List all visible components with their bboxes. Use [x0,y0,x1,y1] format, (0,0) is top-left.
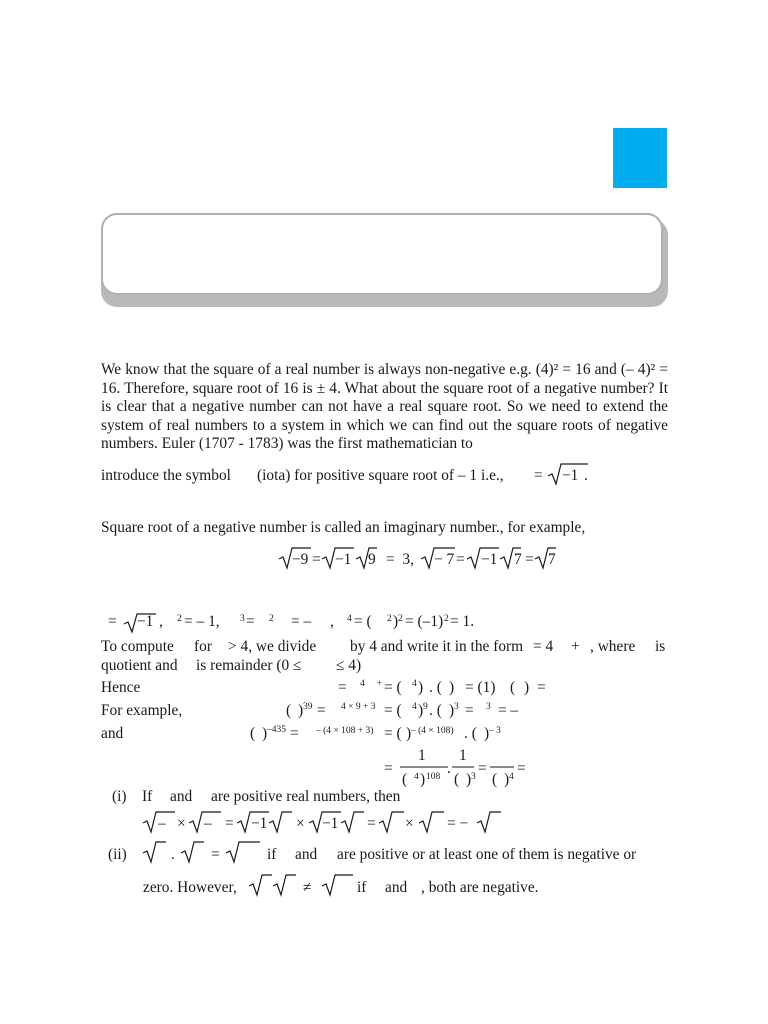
powers-close: ) [393,613,399,630]
powers-neg1-paren: = (–1) [405,613,444,630]
example-e3-sup: 4 × 9 + 3 [341,702,376,712]
note-ii-line2-c: and [385,879,408,896]
iota-eq: = [534,467,543,484]
and-e7: ) [484,725,490,742]
and-e6: . ( [464,725,477,742]
and-e5-sup: – (4 × 108) [411,726,454,736]
hence-e9: = [537,679,546,696]
and-e2-sup: –435 [267,725,286,735]
compute-b: for [194,638,212,655]
example-e3: = [317,702,326,719]
powers-neg-i: = – [291,613,312,630]
note-i-eq2: = [367,815,376,832]
hence-e6: = (1) [465,679,496,696]
powers-sup-2e: 2 [444,614,449,624]
example-e2: ) [298,702,304,719]
note-i-b: and [170,788,193,805]
chapter-title-box [101,213,663,295]
frac-den3b: ) [504,771,510,788]
hence-label: Hence [101,679,141,696]
powers-result: = 1. [450,613,475,630]
note-i-label: (i) [112,788,127,805]
note-ii-line2-d: , both are negative. [421,879,539,896]
and-e1: ( [250,725,256,742]
hence-e1: = [338,679,347,696]
example-e7-sup: 3 [454,702,459,712]
note-i-c: are positive real numbers, then [211,788,401,805]
ex-neg1-a: −1 [335,551,352,568]
iota-prefix: introduce the symbol [101,467,231,484]
frac-den3a: ( [492,771,498,788]
example-e1: ( [286,702,292,719]
iota-period: . [584,467,588,484]
and-e2: ) [262,725,268,742]
frac-eq3: = [517,760,526,777]
compute-e: = 4 [533,638,554,655]
powers-comma2: , [330,613,334,630]
powers-sup-2d: 2 [398,614,403,624]
frac-den2c: 3 [471,772,476,782]
ex-eq1: = [312,551,321,568]
ex-nine: 9 [368,551,376,568]
note-ii-b: and [295,846,318,863]
example-e4-sup: 4 [412,702,417,712]
powers-eq-i3: = [246,613,255,630]
and-e7-sup: – 3 [489,726,501,736]
hence-e3: ) [418,679,424,696]
compute-h: is [655,638,666,655]
and-e5: ) [406,725,412,742]
and-e3-sup: – (4 × 108 + 3) [316,726,374,736]
compute-l2a: quotient and [101,657,178,674]
note-ii-a: if [267,846,277,863]
hence-e1-sup: 4 + [360,679,382,689]
example-e9: = – [498,702,519,719]
iota-neg1: −1 [562,467,579,484]
ex-neg9: −9 [292,551,309,568]
frac-den1b: 4 [414,772,419,782]
powers-eq: = [108,613,117,630]
powers-eq-open: = ( [354,613,372,630]
frac-den2b: ) [466,771,472,788]
example-e6: . ( [429,702,442,719]
powers-sup-2: 2 [177,614,182,624]
note-i-a: If [142,788,153,805]
note-ii-dot: . [171,846,175,863]
example-label: For example, [101,702,183,719]
note-ii-neq: ≠ [303,879,312,896]
note-i-r2: – [204,815,212,832]
hence-e5: ) [449,679,455,696]
ex-seven-a: 7 [514,551,522,568]
note-ii-line2-b: if [357,879,367,896]
hence-e4: . ( [429,679,442,696]
frac-dot: . [447,760,451,777]
frac-den1a: ( [402,771,408,788]
compute-c: > 4, we divide [228,638,317,655]
compute-l2b: is remainder (0 ≤ [196,657,302,674]
ex-eq2: = 3, [386,551,414,568]
example-e5-sup: 9 [423,702,428,712]
powers-comma1: , [159,613,163,630]
hence-e2-sup: 4 [412,679,417,689]
note-i-r3: −1 [251,815,268,832]
ex-neg1-b: −1 [481,551,498,568]
note-i-r1: – [158,815,166,832]
ex-seven-b: 7 [548,551,556,568]
frac-den1d: 108 [426,772,441,782]
powers-sup-4: 4 [347,614,352,624]
note-ii-label: (ii) [108,846,127,863]
and-label: and [101,725,124,742]
ex-neg7: − 7 [434,551,455,568]
compute-f: + [571,638,580,655]
frac-num1: 1 [418,747,426,764]
powers-sup-3: 3 [240,614,245,624]
note-i-eq1: = [225,815,234,832]
note-i-times2: × [296,815,305,832]
powers-sup-2b: 2 [269,614,274,624]
frac-num2: 1 [459,747,467,764]
example-e5: ) [418,702,424,719]
example-e8-sup: 3 [486,702,491,712]
frac-eq2: = [478,760,487,777]
iota-mid: (iota) for positive square root of – 1 i.e., [257,467,504,484]
compute-g: , where [590,638,636,655]
frac-den3c: 4 [509,772,514,782]
compute-d: by 4 and write it in the form [350,638,524,655]
note-i-eq3: = − [447,815,469,832]
imaginary-definition: Square root of a negative number is called an imaginary number., for example, [101,519,586,536]
note-ii-c: are positive or at least one of them is negative or [337,846,637,863]
compute-a: To compute [101,638,174,655]
and-e3: = [290,725,299,742]
hence-e2: = ( [384,679,402,696]
hence-e7: ( [510,679,516,696]
frac-den1c: ) [420,771,426,788]
intro-paragraph: We know that the square of a real number is always non-negative e.g. (4)² = 16 and (– 4)² = 16. Therefore, square root of 16 is ± 4. What about the square root of a negative number? It is clear that a negative number can not have a real square root. So we need to extend the system of real numbers to a system in which we can find out the square roots of negative numbers. Euler (1707 - 1783) was the first mathematician to [101,361,668,452]
example-e2-sup: 39 [303,702,313,712]
note-i-times3: × [405,815,414,832]
powers-neg-one: = – 1, [184,613,220,630]
compute-l2c: ≤ 4) [336,657,362,674]
ex-eq4: = [525,551,534,568]
example-e4: = ( [384,702,402,719]
note-ii-eq: = [211,846,220,863]
powers-neg1: −1 [137,613,154,630]
note-i-r4: −1 [322,815,339,832]
ex-eq3: = [456,551,465,568]
note-ii-radicals [143,841,263,865]
frac-den2a: ( [454,771,460,788]
imaginary-radicals [279,547,579,571]
chapter-number-tab [613,128,667,188]
example-e7: ) [449,702,455,719]
note-ii-line2-a: zero. However, [143,879,237,896]
frac-eq: = [384,760,393,777]
and-e4: = ( [384,725,402,742]
note-i-times1: × [177,815,186,832]
example-e8: = [465,702,474,719]
powers-sup-2c: 2 [387,614,392,624]
hence-e8: ) [524,679,530,696]
